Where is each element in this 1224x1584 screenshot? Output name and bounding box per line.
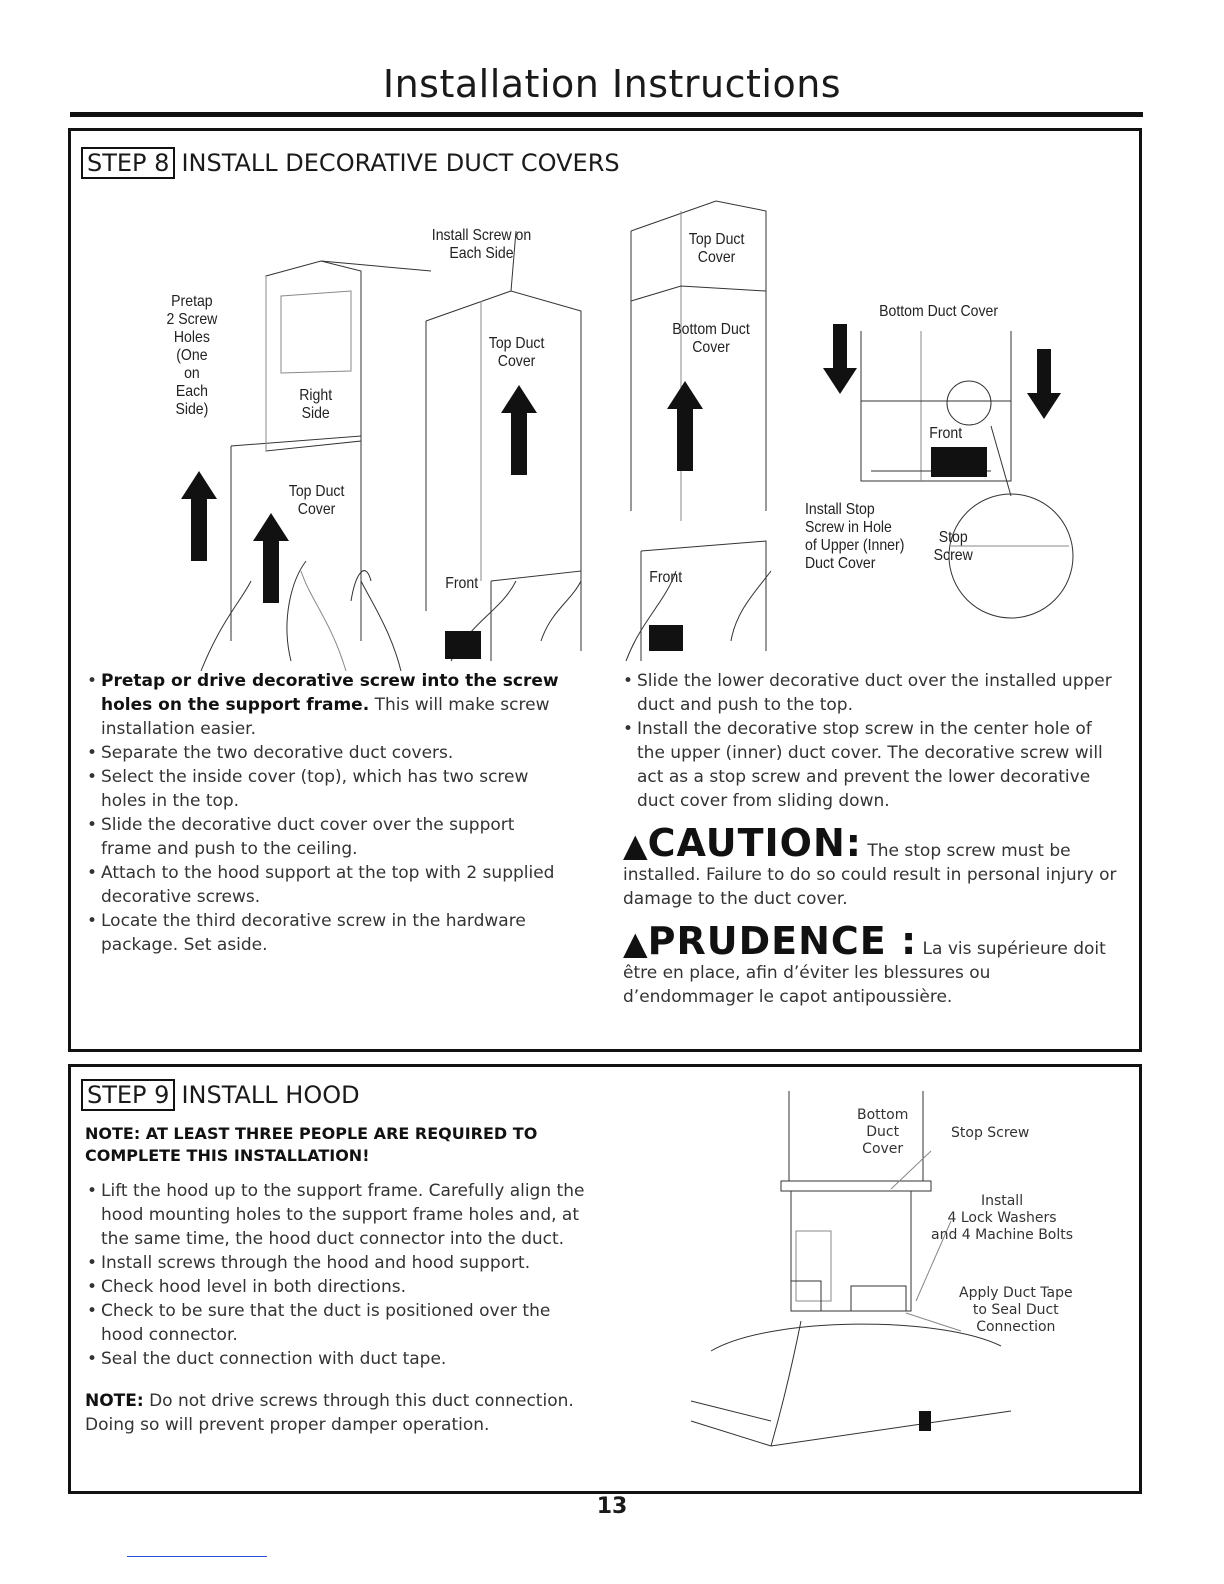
list-item: • Attach to the hood support at the top with 2 supplied decorative screws.	[85, 861, 565, 909]
list-item: • Pretap or drive decorative screw into the screw holes on the support frame. This will make screw installation easier.	[85, 669, 565, 741]
label-top-duct-cover-b: Top Duct Cover	[488, 335, 545, 370]
list-item: • Check to be sure that the duct is positioned over the hood connector.	[85, 1299, 585, 1347]
prudence-word: PRUDENCE :	[647, 919, 918, 963]
front-panel-c	[931, 447, 987, 477]
label-pretap: Pretap 2 Screw Holes (One on Each Side)	[166, 293, 218, 418]
step9-heading	[81, 1081, 360, 1109]
prudence-text: La vis supérieure doit être en place, afin d’éviter les blessures ou d’endommager le capot antipoussière.	[623, 939, 1106, 1007]
page-title: Installation Instructions	[382, 62, 842, 106]
label-front-c: Front	[929, 425, 963, 442]
arrow-up-icon	[181, 471, 217, 561]
step8-right-list	[621, 669, 1121, 813]
step8-panel	[68, 128, 1142, 1052]
list-item: • Seal the duct connection with duct tape.	[85, 1347, 585, 1371]
list-item: • Select the inside cover (top), which has two screw holes in the top.	[85, 765, 565, 813]
list-item: • Check hood level in both directions.	[85, 1275, 585, 1299]
arrow-up-icon	[667, 381, 703, 471]
label-stop-screw: Stop Screw	[933, 529, 973, 564]
hood-label-bottom-duct: Bottom Duct Cover	[857, 1107, 909, 1157]
label-install-stop: Install Stop Screw in Hole of Upper (Inner) Duct Cover	[805, 501, 905, 572]
arrow-up-icon	[501, 385, 537, 475]
label-front-a: Front	[445, 575, 479, 592]
hood-label-install-bolts: Install 4 Lock Washers and 4 Machine Bolts	[931, 1193, 1074, 1243]
label-bottom-duct-cover-b: Bottom Duct Cover	[879, 303, 999, 320]
page-number: 13	[596, 1494, 628, 1519]
step9-tag: STEP 9	[81, 1079, 175, 1111]
list-item: • Locate the third decorative screw in the hardware package. Set aside.	[85, 909, 565, 957]
list-item: • Lift the hood up to the support frame. Carefully align the hood mounting holes to the support frame holes and, at the same time, the hood duct connector into the duct.	[85, 1179, 585, 1251]
hood-label-stop-screw: Stop Screw	[951, 1125, 1030, 1141]
list-item: • Slide the decorative duct cover over the support frame and push to the ceiling.	[85, 813, 565, 861]
hood-label-duct-tape: Apply Duct Tape to Seal Duct Connection	[959, 1285, 1073, 1335]
step8-heading	[81, 149, 620, 177]
list-item: • Install the decorative stop screw in the center hole of the upper (inner) duct cover. The decorative screw will act as a stop screw and prevent the lower decorative duct cover from sliding down.	[621, 717, 1121, 813]
arrow-down-icon	[1027, 349, 1061, 419]
list-item: • Separate the two decorative duct covers.	[85, 741, 565, 765]
warning-triangle-icon: ▲	[623, 924, 648, 962]
caution-block	[623, 821, 1123, 911]
arrow-up-icon	[253, 513, 289, 603]
title-rule	[70, 112, 1143, 117]
footer-line	[127, 1556, 267, 1557]
step8-tag: STEP 8	[81, 147, 175, 179]
step8-title: INSTALL DECORATIVE DUCT COVERS	[181, 149, 620, 177]
label-top-duct-cover-c: Top Duct Cover	[688, 231, 745, 266]
label-bottom-duct-cover-a: Bottom Duct Cover	[672, 321, 750, 356]
label-front-b: Front	[649, 569, 683, 586]
step9-title: INSTALL HOOD	[181, 1081, 360, 1109]
front-panel-a	[445, 631, 481, 659]
prudence-block	[623, 919, 1123, 1009]
label-right-side: Right Side	[299, 387, 333, 422]
step9-note: NOTE: Do not drive screws through this duct connection. Doing so will prevent proper damper operation.	[85, 1391, 574, 1435]
warning-triangle-icon: ▲	[623, 826, 648, 864]
front-panel-b	[649, 625, 683, 651]
step9-note-heading: NOTE: AT LEAST THREE PEOPLE ARE REQUIRED TO COMPLETE THIS INSTALLATION!	[85, 1124, 538, 1165]
list-item: • Install screws through the hood and hood support.	[85, 1251, 585, 1275]
step8-left-list	[85, 669, 565, 957]
step9-panel	[68, 1064, 1142, 1494]
label-install-screw: Install Screw on Each Side	[431, 227, 532, 262]
list-item: • Slide the lower decorative duct over the installed upper duct and push to the top.	[621, 669, 1121, 717]
arrow-down-icon	[823, 324, 857, 394]
label-top-duct-cover-a: Top Duct Cover	[288, 483, 345, 518]
caution-text: The stop screw must be installed. Failure to do so could result in personal injury or damage to the duct cover.	[623, 841, 1117, 909]
caution-word: CAUTION:	[647, 821, 862, 865]
step9-list	[85, 1179, 585, 1371]
